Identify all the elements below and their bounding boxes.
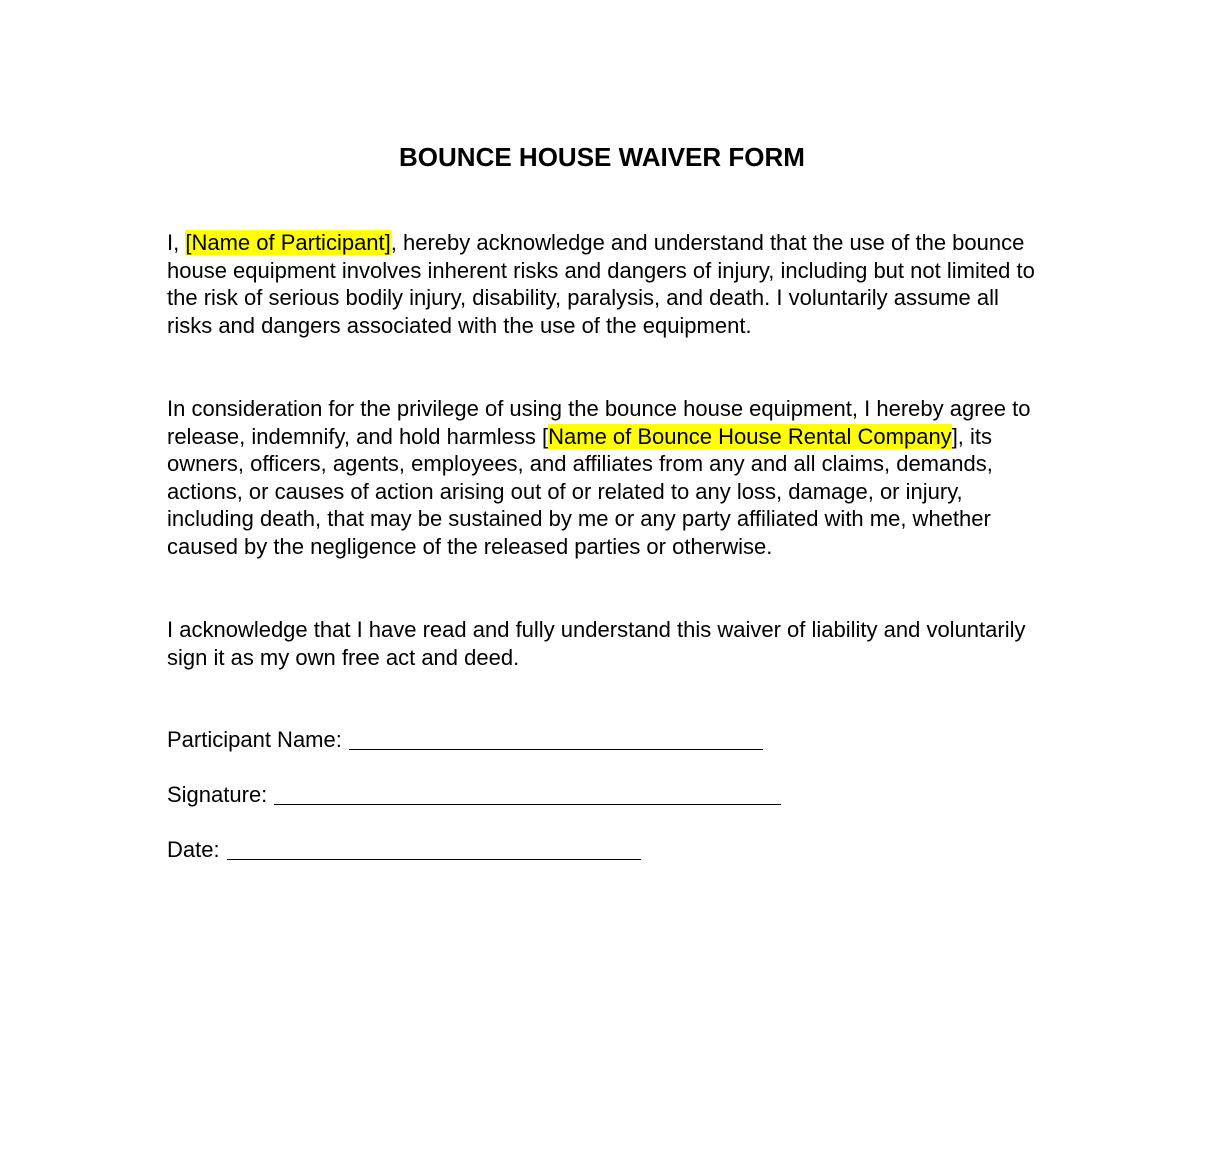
date-blank-line[interactable] xyxy=(227,841,641,860)
paragraph2-prefix: In consideration for the privilege of using the bounce house equipment, I hereby agree to release, indemnify, and hold harmless [ xyxy=(167,396,1031,449)
signature-blank-line[interactable] xyxy=(274,786,781,805)
participant-name-label: Participant Name: xyxy=(167,727,342,752)
rental-company-placeholder: Name of Bounce House Rental Company xyxy=(548,423,952,449)
paragraph-agreement: I acknowledge that I have read and fully understand this waiver of liability and voluntarily sign it as my own free act and deed. xyxy=(167,617,1026,670)
participant-name-blank-line[interactable] xyxy=(349,731,763,750)
paragraph-release xyxy=(167,395,1047,561)
date-label: Date: xyxy=(167,837,220,862)
date-field xyxy=(167,836,641,864)
paragraph1-prefix: I, xyxy=(167,230,186,255)
participant-name-placeholder: [Name of Participant] xyxy=(185,230,391,255)
participant-name-field xyxy=(167,726,763,754)
document-title: BOUNCE HOUSE WAIVER FORM xyxy=(399,142,805,172)
signature-label: Signature: xyxy=(167,782,268,807)
signature-field xyxy=(167,781,781,809)
paragraph2-rest: ], its owners, officers, agents, employees, and affiliates from any and all claims, demands, actions, or causes of action arising out of or related to any loss, damage, or injury, including death, that may be sustained by me or any party affiliated with me, whether caused by the negligence of the released parties or otherwise. xyxy=(167,423,993,559)
paragraph-acknowledgement xyxy=(167,229,1047,339)
paragraph1-rest: , hereby acknowledge and understand that the use of the bounce house equipment involves inherent risks and dangers of injury, including but not limited to the risk of serious bodily injury, disability, paralysis, and death. I voluntarily assume all risks and dangers associated with the use of the equipment. xyxy=(167,230,1035,338)
